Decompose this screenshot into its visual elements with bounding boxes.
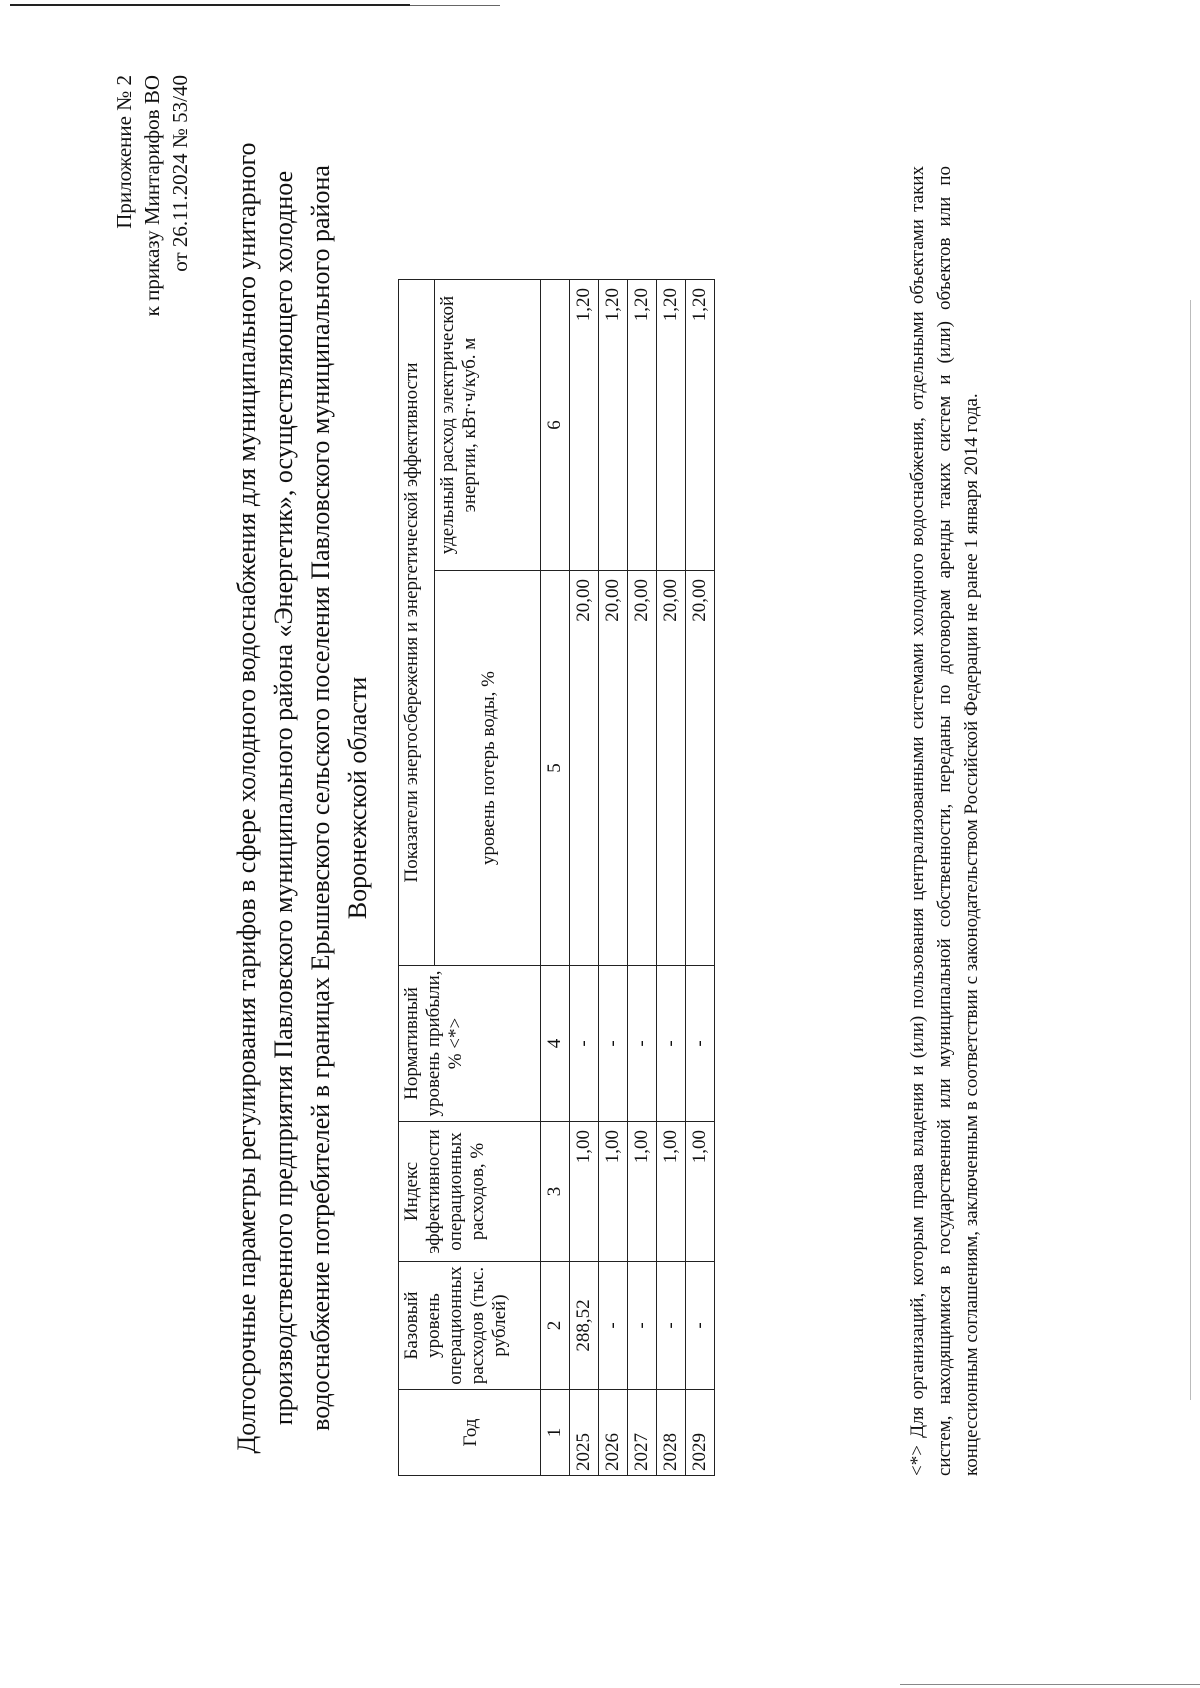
cell-normative-profit: -	[599, 966, 628, 1122]
title-line: водоснабжение потребителей в границах Ерышевского сельского поселения Павловского муниципального района	[306, 165, 335, 1431]
cell-normative-profit: -	[570, 966, 599, 1122]
cell-base-level: -	[599, 1262, 628, 1390]
column-number: 3	[541, 1122, 570, 1262]
cell-base-level: -	[686, 1262, 715, 1390]
cell-normative-profit: -	[628, 966, 657, 1122]
cell-base-level: -	[628, 1262, 657, 1390]
cell-year: 2028	[657, 1390, 686, 1476]
table-row	[570, 280, 599, 1476]
appendix-order: к приказу Минтарифов ВО	[140, 75, 164, 317]
cell-efficiency-index: 1,00	[599, 1122, 628, 1262]
header-water-loss: уровень потерь воды, %	[435, 571, 541, 966]
footnote: <*> Для организаций, которым права владения и (или) пользования централизованными системами холодного водоснабжения, отдельными объектами таких систем, находящимися в государственной или муниципальной собственности, переданы по договорам аренды таких систем и (или) объектов или по концессионным соглашениям, заключенным в соответствии с законодательством Российской Федерации не ранее 1 января 2014 года.	[907, 166, 982, 1476]
header-energy-indicators: Показатели энергосбережения и энергетической эффективности	[399, 280, 435, 966]
title-line: Воронежской области	[343, 676, 372, 920]
column-number: 5	[541, 571, 570, 966]
cell-year: 2027	[628, 1390, 657, 1476]
cell-energy-use: 1,20	[570, 280, 599, 571]
table-row	[657, 280, 686, 1476]
cell-water-loss: 20,00	[599, 571, 628, 966]
cell-efficiency-index: 1,00	[686, 1122, 715, 1262]
appendix-note	[110, 75, 194, 316]
parameters-table	[398, 279, 715, 1476]
title-line: Долгосрочные параметры регулирования тарифов в сфере холодного водоснабжения для муниципального унитарного	[232, 142, 261, 1454]
column-number: 4	[541, 966, 570, 1122]
cell-efficiency-index: 1,00	[628, 1122, 657, 1262]
cell-normative-profit: -	[657, 966, 686, 1122]
header-efficiency-index: Индекс эффективности операционных расходов, %	[399, 1122, 541, 1262]
header-base-level: Базовый уровень операционных расходов (тыс. рублей)	[399, 1262, 541, 1390]
cell-year: 2029	[686, 1390, 715, 1476]
table-row	[686, 280, 715, 1476]
table-row	[599, 280, 628, 1476]
cell-water-loss: 20,00	[570, 571, 599, 966]
cell-base-level: -	[657, 1262, 686, 1390]
cell-normative-profit: -	[686, 966, 715, 1122]
cell-energy-use: 1,20	[657, 280, 686, 571]
cell-energy-use: 1,20	[686, 280, 715, 571]
column-number: 6	[541, 280, 570, 571]
appendix-date: от 26.11.2024 № 53/40	[168, 75, 192, 272]
cell-year: 2026	[599, 1390, 628, 1476]
cell-energy-use: 1,20	[599, 280, 628, 571]
document-title	[228, 123, 376, 1473]
column-number: 2	[541, 1262, 570, 1390]
column-number: 1	[541, 1390, 570, 1476]
title-line: производственного предприятия Павловского муниципального района «Энергетик», осуществляющего холодное	[269, 170, 298, 1426]
column-number-row	[541, 280, 570, 1476]
cell-water-loss: 20,00	[657, 571, 686, 966]
cell-water-loss: 20,00	[686, 571, 715, 966]
cell-energy-use: 1,20	[628, 280, 657, 571]
header-year: Год	[399, 1390, 541, 1476]
cell-base-level: 288,52	[570, 1262, 599, 1390]
cell-efficiency-index: 1,00	[570, 1122, 599, 1262]
header-normative-profit: Нормативный уровень прибыли, % <*>	[399, 966, 541, 1122]
table-row	[628, 280, 657, 1476]
appendix-number: Приложение № 2	[112, 75, 136, 229]
header-energy-use: удельный расход электрической энергии, кВт·ч/куб. м	[435, 280, 541, 571]
cell-year: 2025	[570, 1390, 599, 1476]
cell-water-loss: 20,00	[628, 571, 657, 966]
cell-efficiency-index: 1,00	[657, 1122, 686, 1262]
